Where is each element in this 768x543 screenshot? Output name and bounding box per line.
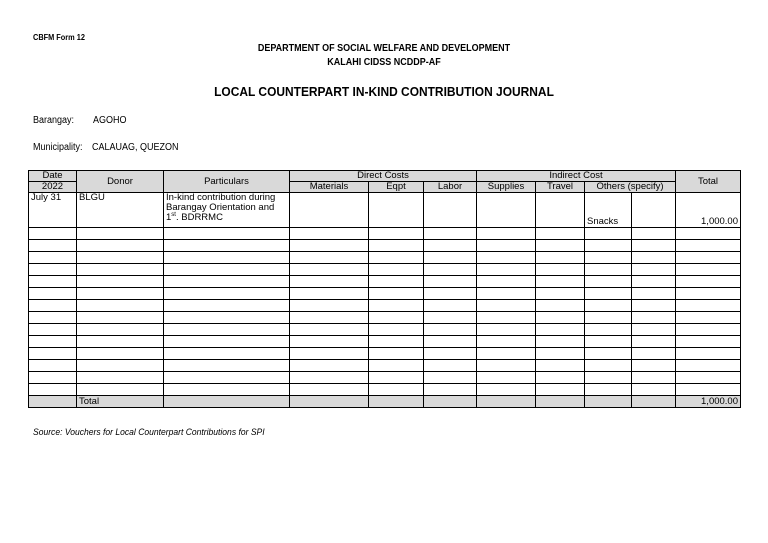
empty-cell — [585, 360, 632, 372]
empty-cell — [536, 276, 585, 288]
empty-cell — [477, 276, 536, 288]
empty-cell — [164, 264, 290, 276]
empty-cell — [29, 252, 77, 264]
empty-cell — [676, 360, 741, 372]
barangay-value: AGOHO — [93, 115, 127, 126]
empty-cell — [369, 228, 424, 240]
empty-cell — [424, 240, 477, 252]
empty-cell — [676, 372, 741, 384]
empty-cell — [585, 312, 632, 324]
table-header-row-1 — [29, 171, 741, 182]
empty-cell — [164, 372, 290, 384]
cell-supplies — [477, 193, 536, 228]
empty-cell — [632, 324, 676, 336]
header-direct-costs: Direct Costs — [290, 171, 477, 182]
cell-donor: BLGU — [77, 193, 164, 228]
empty-cell — [585, 300, 632, 312]
empty-cell — [424, 300, 477, 312]
empty-cell — [424, 348, 477, 360]
empty-cell — [424, 276, 477, 288]
empty-cell — [585, 228, 632, 240]
empty-cell — [77, 228, 164, 240]
municipality-label: Municipality: — [33, 142, 83, 153]
empty-cell — [164, 336, 290, 348]
particulars-superscript: st — [171, 211, 176, 218]
empty-cell — [585, 384, 632, 396]
particulars-suffix: . BDRRMC — [175, 212, 223, 223]
cell-row-total: 1,000.00 — [676, 193, 741, 228]
empty-cell — [424, 336, 477, 348]
empty-cell — [536, 252, 585, 264]
empty-cell — [77, 384, 164, 396]
cell-others-item: Snacks — [585, 193, 632, 228]
cell-materials — [290, 193, 369, 228]
header-donor: Donor — [77, 171, 164, 193]
source-note: Source: Vouchers for Local Counterpart Contributions for SPI — [33, 427, 265, 438]
table-row — [29, 193, 741, 228]
empty-cell — [369, 372, 424, 384]
empty-cell — [77, 324, 164, 336]
total-cell-materials — [290, 396, 369, 408]
total-cell-labor — [424, 396, 477, 408]
empty-cell — [676, 336, 741, 348]
total-cell-travel — [536, 396, 585, 408]
empty-cell — [536, 264, 585, 276]
empty-cell — [77, 372, 164, 384]
header-total: Total — [676, 171, 741, 193]
table-row — [29, 264, 741, 276]
empty-cell — [477, 264, 536, 276]
form-code: CBFM Form 12 — [33, 33, 85, 42]
empty-cell — [29, 288, 77, 300]
cell-others-amount — [632, 193, 676, 228]
total-cell-supplies — [477, 396, 536, 408]
total-label: Total — [77, 396, 164, 408]
municipality-value: CALAUAG, QUEZON — [92, 142, 179, 153]
empty-cell — [424, 312, 477, 324]
program-name: KALAHI CIDSS NCDDP-AF — [327, 57, 441, 68]
empty-cell — [164, 228, 290, 240]
empty-cell — [369, 384, 424, 396]
empty-cell — [164, 300, 290, 312]
empty-cell — [424, 324, 477, 336]
empty-cell — [29, 384, 77, 396]
empty-cell — [369, 360, 424, 372]
empty-cell — [536, 288, 585, 300]
table-row — [29, 324, 741, 336]
empty-cell — [424, 384, 477, 396]
empty-cell — [536, 360, 585, 372]
empty-cell — [477, 348, 536, 360]
empty-cell — [477, 324, 536, 336]
empty-cell — [585, 288, 632, 300]
empty-cell — [290, 312, 369, 324]
empty-cell — [369, 348, 424, 360]
empty-cell — [29, 360, 77, 372]
empty-cell — [632, 372, 676, 384]
empty-cell — [585, 348, 632, 360]
empty-cell — [164, 384, 290, 396]
empty-cell — [290, 360, 369, 372]
empty-cell — [164, 276, 290, 288]
empty-cell — [585, 240, 632, 252]
header-supplies: Supplies — [477, 182, 536, 193]
empty-cell — [369, 276, 424, 288]
empty-cell — [164, 348, 290, 360]
header-eqpt: Eqpt — [369, 182, 424, 193]
barangay-label: Barangay: — [33, 115, 75, 126]
empty-cell — [477, 360, 536, 372]
empty-cell — [477, 252, 536, 264]
empty-cell — [477, 372, 536, 384]
empty-cell — [29, 300, 77, 312]
table-row — [29, 360, 741, 372]
cell-eqpt — [369, 193, 424, 228]
empty-cell — [29, 336, 77, 348]
empty-cell — [632, 264, 676, 276]
empty-cell — [676, 276, 741, 288]
empty-cell — [77, 240, 164, 252]
table-row — [29, 252, 741, 264]
empty-cell — [477, 288, 536, 300]
empty-cell — [477, 384, 536, 396]
header-date: Date — [29, 171, 77, 182]
empty-cell — [477, 300, 536, 312]
table-row — [29, 300, 741, 312]
header-travel: Travel — [536, 182, 585, 193]
empty-cell — [290, 228, 369, 240]
empty-cell — [29, 276, 77, 288]
empty-cell — [632, 300, 676, 312]
empty-cell — [632, 312, 676, 324]
empty-cell — [290, 252, 369, 264]
empty-cell — [77, 312, 164, 324]
table-row — [29, 276, 741, 288]
empty-cell — [632, 360, 676, 372]
header-others: Others (specify) — [585, 182, 676, 193]
empty-cell — [77, 276, 164, 288]
empty-cell — [424, 228, 477, 240]
empty-cell — [585, 336, 632, 348]
empty-cell — [29, 312, 77, 324]
empty-cell — [585, 264, 632, 276]
empty-cell — [77, 264, 164, 276]
empty-cell — [536, 228, 585, 240]
total-cell-others-amount — [632, 396, 676, 408]
empty-cell — [676, 288, 741, 300]
empty-cell — [290, 372, 369, 384]
empty-cell — [424, 252, 477, 264]
empty-cell — [632, 288, 676, 300]
empty-cell — [290, 288, 369, 300]
table-row — [29, 228, 741, 240]
empty-cell — [369, 264, 424, 276]
empty-cell — [676, 252, 741, 264]
total-cell-eqpt — [369, 396, 424, 408]
empty-cell — [369, 288, 424, 300]
header-labor: Labor — [424, 182, 477, 193]
empty-cell — [369, 336, 424, 348]
empty-cell — [676, 300, 741, 312]
empty-cell — [424, 264, 477, 276]
department-name: DEPARTMENT OF SOCIAL WELFARE AND DEVELOPMENT — [257, 43, 511, 54]
empty-cell — [77, 336, 164, 348]
table-total-row — [29, 396, 741, 408]
empty-cell — [369, 312, 424, 324]
empty-cell — [290, 240, 369, 252]
empty-cell — [585, 252, 632, 264]
total-cell-others-item — [585, 396, 632, 408]
header-particulars: Particulars — [164, 171, 290, 193]
empty-cell — [164, 324, 290, 336]
empty-cell — [536, 240, 585, 252]
table-row — [29, 384, 741, 396]
empty-cell — [477, 228, 536, 240]
empty-cell — [290, 384, 369, 396]
particulars-line-2: Barangay Orientation and — [166, 202, 275, 213]
empty-cell — [536, 300, 585, 312]
table-row — [29, 336, 741, 348]
empty-cell — [29, 228, 77, 240]
header-materials: Materials — [290, 182, 369, 193]
empty-cell — [585, 372, 632, 384]
empty-cell — [536, 312, 585, 324]
empty-cell — [632, 336, 676, 348]
empty-cell — [424, 372, 477, 384]
table-row — [29, 288, 741, 300]
grand-total: 1,000.00 — [676, 396, 741, 408]
empty-cell — [77, 252, 164, 264]
empty-cell — [536, 384, 585, 396]
cell-travel — [536, 193, 585, 228]
table-row — [29, 240, 741, 252]
empty-cell — [369, 240, 424, 252]
empty-cell — [676, 312, 741, 324]
table-row — [29, 372, 741, 384]
empty-cell — [585, 276, 632, 288]
particulars-prefix: 1 — [166, 212, 172, 223]
empty-cell — [676, 324, 741, 336]
empty-cell — [29, 240, 77, 252]
empty-cell — [77, 360, 164, 372]
empty-cell — [290, 276, 369, 288]
empty-cell — [676, 384, 741, 396]
empty-cell — [536, 324, 585, 336]
empty-cell — [369, 324, 424, 336]
empty-cell — [632, 240, 676, 252]
empty-cell — [632, 228, 676, 240]
empty-cell — [164, 360, 290, 372]
empty-cell — [424, 360, 477, 372]
empty-cell — [536, 336, 585, 348]
empty-cell — [369, 252, 424, 264]
empty-cell — [536, 372, 585, 384]
empty-cell — [676, 264, 741, 276]
empty-cell — [585, 324, 632, 336]
empty-cell — [29, 264, 77, 276]
empty-cell — [77, 348, 164, 360]
empty-cell — [29, 348, 77, 360]
empty-cell — [632, 384, 676, 396]
empty-cell — [29, 324, 77, 336]
empty-cell — [290, 336, 369, 348]
particulars-line-1: In-kind contribution during — [166, 192, 276, 203]
total-cell-particulars — [164, 396, 290, 408]
empty-cell — [477, 240, 536, 252]
empty-cell — [369, 300, 424, 312]
empty-cell — [29, 372, 77, 384]
empty-cell — [632, 276, 676, 288]
empty-cell — [424, 288, 477, 300]
cell-labor — [424, 193, 477, 228]
empty-cell — [164, 252, 290, 264]
empty-cell — [164, 312, 290, 324]
empty-cell — [164, 288, 290, 300]
empty-cell — [632, 348, 676, 360]
header-year: 2022 — [29, 182, 77, 193]
empty-cell — [290, 348, 369, 360]
empty-cell — [77, 288, 164, 300]
table-row — [29, 348, 741, 360]
empty-cell — [477, 312, 536, 324]
cell-particulars — [164, 193, 290, 228]
page-title: LOCAL COUNTERPART IN-KIND CONTRIBUTION JOURNAL — [214, 84, 554, 99]
empty-cell — [290, 324, 369, 336]
contribution-journal-table — [28, 170, 741, 408]
empty-cell — [676, 228, 741, 240]
empty-cell — [290, 264, 369, 276]
total-cell-date — [29, 396, 77, 408]
empty-cell — [477, 336, 536, 348]
table-row — [29, 312, 741, 324]
empty-cell — [290, 300, 369, 312]
empty-cell — [536, 348, 585, 360]
empty-cell — [77, 300, 164, 312]
empty-cell — [164, 240, 290, 252]
header-indirect-cost: Indirect Cost — [477, 171, 676, 182]
empty-cell — [632, 252, 676, 264]
empty-cell — [676, 240, 741, 252]
empty-cell — [676, 348, 741, 360]
cell-date: July 31 — [29, 193, 77, 228]
